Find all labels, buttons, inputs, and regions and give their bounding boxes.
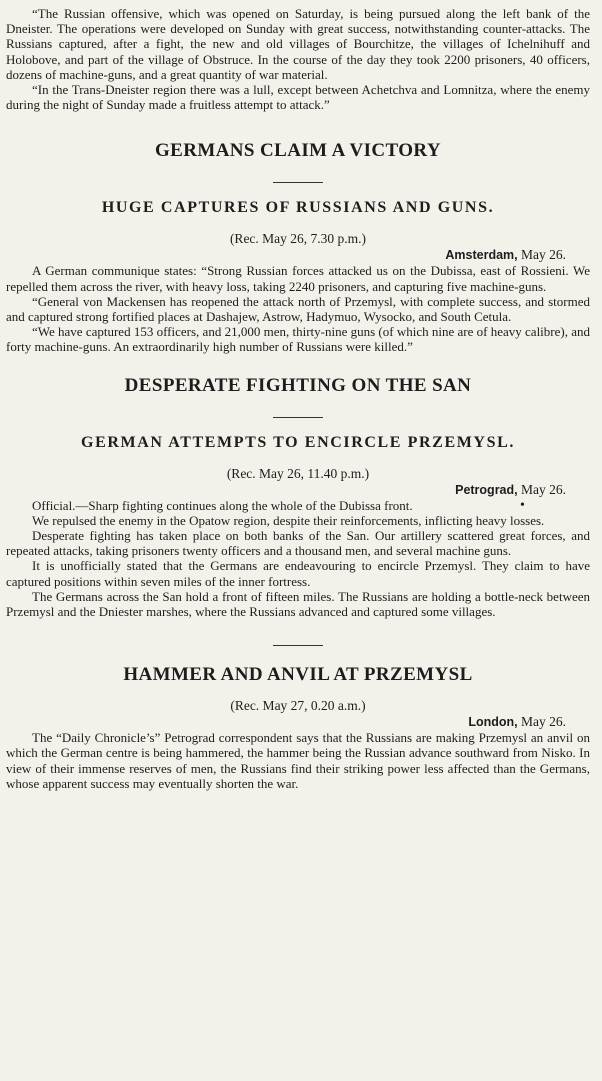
- divider-rule: [273, 417, 323, 418]
- headline: GERMANS CLAIM A VICTORY: [154, 140, 441, 162]
- article-paragraph-1: The “Daily Chronicle’s” Petrograd correspondent says that the Russians are making Przemysl an anvil on which the German centre is being hammered, the hammer being the Russian advance southward from Nisko. In view of their immense reserves of men, the Russians find their striking power less affected than the Germans, whose apparent success may eventually shorten the war.: [6, 730, 590, 791]
- subheadline: HUGE CAPTURES OF RUSSIANS AND GUNS.: [101, 199, 495, 217]
- dateline: [6, 482, 590, 498]
- article-paragraph-2: “General von Mackensen has reopened the attack north of Przemysl, with complete success, and stormed and captured strong fortified places at Dashajew, Astrow, Hadymuo, Wysocko, and South Cetula.: [6, 293, 590, 325]
- dateline-date: May 26.: [521, 481, 566, 497]
- intro-section: [6, 6, 590, 112]
- subheadline: GERMAN ATTEMPTS TO ENCIRCLE PRZEMYSL.: [81, 433, 515, 451]
- article-paragraph-2: We repulsed the enemy in the Opatow region, despite their reinforcements, inflicting heavy losses.: [32, 512, 545, 528]
- intro-paragraph-1: “The Russian offensive, which was opened on Saturday, is being pursued along the left bank of the Dneister. The operations were developed on Sunday with great success, notwithstanding counter-attacks. The Russians captured, after a fight, the new and old villages of Bourchitze, the villages of Ichelnihuff and Holobove, and part of the village of Obstruce. In the course of the day they took 2200 prisoners, 40 officers, dozens of machine-guns, and a great quantity of war material.: [6, 6, 590, 82]
- divider-rule: [273, 645, 323, 646]
- intro-paragraph-2: “In the Trans-Dneister region there was a lull, except between Achetchva and Lomnitza, where the enemy during the night of Sunday made a fruitless attempt to attack.”: [6, 82, 590, 113]
- stray-ink-mark: •: [520, 498, 525, 513]
- dateline-date: May 26.: [521, 714, 566, 730]
- divider-rule: [273, 182, 323, 183]
- headline: DESPERATE FIGHTING ON THE SAN: [124, 374, 472, 396]
- article-desperate-fighting: [6, 375, 590, 620]
- received-time: (Rec. May 26, 7.30 p.m.): [229, 231, 367, 247]
- dateline-date: May 26.: [521, 247, 566, 263]
- dateline-place: Amsterdam,: [445, 248, 518, 263]
- received-time: (Rec. May 27, 0.20 a.m.): [230, 698, 366, 714]
- dateline-place: Petrograd,: [455, 482, 518, 497]
- article-hammer-and-anvil: [6, 645, 590, 791]
- received-time: (Rec. May 26, 11.40 p.m.): [226, 465, 370, 481]
- dateline: [6, 714, 590, 730]
- headline: HAMMER AND ANVIL AT PRZEMYSL: [123, 664, 473, 686]
- article-paragraph-3: Desperate fighting has taken place on both banks of the San. Our artillery scattered great forces, and repeated attacks, taking prisoners twenty officers and a thousand men, and several machine guns.: [6, 528, 590, 559]
- article-paragraph-3: “We have captured 153 officers, and 21,000 men, thirty-nine guns (of which nine are of heavy calibre), and forty machine-guns. An extraordinarily high number of Russians were killed.”: [6, 324, 590, 355]
- article-paragraph-5: The Germans across the San hold a front of fifteen miles. The Russians are holding a bottle-neck between Przemysl and the Dniester marshes, where the Russians advanced and captured some villages.: [6, 588, 590, 620]
- article-germans-claim-victory: [6, 140, 590, 354]
- dateline: [6, 247, 590, 263]
- article-paragraph-1: A German communique states: “Strong Russian forces attacked us on the Dubissa, east of Rossieni. We repelled them across the river, with heavy loss, taking 2240 prisoners, and capturing five machine-guns.: [6, 263, 590, 294]
- article-paragraph-4: It is unofficially stated that the Germans are endeavouring to encircle Przemysl. They claim to have captured positions within seven miles of the inner fortress.: [6, 558, 590, 589]
- dateline-place: London,: [468, 715, 518, 730]
- article-paragraph-1: Official.—Sharp fighting continues along the whole of the Dubissa front.: [32, 497, 413, 513]
